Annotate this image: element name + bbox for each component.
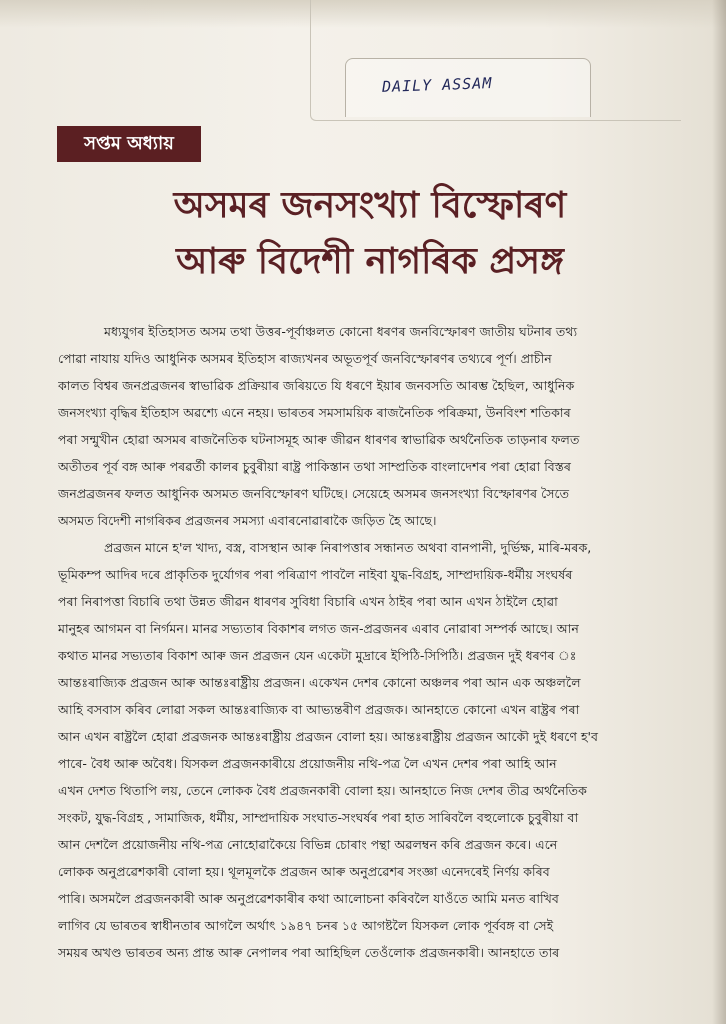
- text-line: লোকক অনুপ্ৰৱেশকাৰী বোলা হয়। থূলমূলকৈ প্ৰব্ৰজন আৰু অনুপ্ৰৱেশৰ সংজ্ঞা এনেদৰেই নিৰ্ণয় কৰিব: [58, 864, 550, 879]
- text-line: পাৰি। অসমলৈ প্ৰব্ৰজনকাৰী আৰু অনুপ্ৰৱেশকাৰীৰ কথা আলোচনা কৰিবলৈ যাওঁতে আমি মনত ৰাখিব: [58, 891, 559, 906]
- text-line: মধ্যযুগৰ ইতিহাসত অসম তথা উত্তৰ-পূৰ্বাঞ্চলত কোনো ধৰণৰ জনবিস্ফোৰণ জাতীয় ঘটনাৰ তথ্য: [104, 324, 578, 339]
- text-line: সংকট, যুদ্ধ-বিগ্ৰহ , সামাজিক, ধৰ্মীয়, সাম্প্ৰদায়িক সংঘাত-সংঘৰ্ষৰ পৰা হাত সাৰিবলৈ বহুলোকে চুবুৰীয়া বা: [58, 810, 579, 825]
- text-line: এখন দেশত থিতাপি লয়, তেনে লোকক বৈধ প্ৰব্ৰজনকাৰী বোলা হয়। আনহাতে নিজ দেশৰ তীব্ৰ অৰ্থনৈতিক: [58, 783, 587, 798]
- text-line: পৰা সন্মুখীন হোৱা অসমৰ ৰাজনৈতিক ঘটনাসমূহ আৰু জীৱন ধাৰণৰ স্বাভাৱিক অৰ্থনৈতিক তাড়নাৰ ফলত: [58, 432, 580, 447]
- text-line: আহি বসবাস কৰিব লোৱা সকল আন্তঃৰাজ্যিক বা আভ্যন্তৰীণ প্ৰব্ৰজক। আনহাতে কোনো এখন ৰাষ্ট্ৰৰ পৰা: [58, 702, 580, 717]
- body-text: [58, 318, 708, 966]
- stamp-text: DAILY ASSAM: [381, 74, 493, 96]
- text-line: পাৰে- বৈধ আৰু অবৈধ। যিসকল প্ৰব্ৰজনকাৰীয়ে প্ৰয়োজনীয় নথি-পত্ৰ লৈ এখন দেশৰ পৰা আহি আন: [58, 756, 557, 771]
- page-title: [80, 178, 660, 290]
- text-line: ভূমিকম্প আদিৰ দৰে প্ৰাকৃতিক দুৰ্যোগৰ পৰা পৰিত্ৰাণ পাবলৈ নাইবা যুদ্ধ-বিগ্ৰহ, সাম্প্ৰদায়িক-ধৰ্মীয় সংঘৰ্ষৰ: [58, 567, 573, 582]
- text-line: আন দেশলৈ প্ৰয়োজনীয় নথি-পত্ৰ নোহোৱাকৈয়ে বিভিন্ন চোৰাং পন্থা অৱলম্বন কৰি প্ৰব্ৰজন কৰে। এনে: [58, 837, 558, 852]
- text-line: লাগিব যে ভাৰতৰ স্বাধীনতাৰ আগলৈ অৰ্থাৎ ১৯৪৭ চনৰ ১৫ আগষ্টলৈ যিসকল লোক পূৰ্ববঙ্গ বা সেই: [58, 918, 554, 933]
- binding-shadow: [712, 0, 726, 1024]
- text-line: জনপ্ৰব্ৰজনৰ ফলত আধুনিক অসমত জনবিস্ফোৰণ ঘটিছে। সেয়েহে অসমৰ জনসংখ্যা বিস্ফোৰণৰ সৈতে: [58, 486, 570, 501]
- text-line: আন এখন ৰাষ্ট্ৰলৈ হোৱা প্ৰব্ৰজনক আন্তঃৰাষ্ট্ৰীয় প্ৰব্ৰজন বোলা হয়। আন্তঃৰাষ্ট্ৰীয় প্ৰব্ৰজন আকৌ দুই ধৰণে হ'ব: [58, 729, 599, 744]
- text-line: জনসংখ্যা বৃদ্ধিৰ ইতিহাস অৱশ্যে এনে নহয়। ভাৰতৰ সমসাময়িক ৰাজনৈতিক পৰিক্ৰমা, উনবিংশ শতিকাৰ: [58, 405, 571, 420]
- text-line: সময়ৰ অখণ্ড ভাৰতৰ অন্য প্ৰান্ত আৰু নেপালৰ পৰা আহিছিল তেওঁলোক প্ৰব্ৰজনকাৰী। আনহাতে তাৰ: [58, 945, 560, 960]
- text-line: আন্তঃৰাজ্যিক প্ৰব্ৰজন আৰু আন্তঃৰাষ্ট্ৰীয় প্ৰব্ৰজন। একেখন দেশৰ কোনো অঞ্চলৰ পৰা আন এক অঞ্চললৈ: [58, 675, 581, 690]
- text-line: অতীতৰ পূৰ্ব বঙ্গ আৰু পৰৱৰ্তী কালৰ চুবুৰীয়া ৰাষ্ট্ৰ পাকিস্তান তথা সাম্প্ৰতিক বাংলাদেশৰ পৰা হোৱা বিস্তৰ: [58, 459, 571, 474]
- chapter-label: সপ্তম অধ্যায়: [57, 126, 201, 162]
- title-line-2: আৰু বিদেশী নাগৰিক প্ৰসঙ্গ: [176, 241, 564, 282]
- title-line-1: অসমৰ জনসংখ্যা বিস্ফোৰণ: [173, 185, 567, 226]
- text-line: মানুহৰ আগমন বা নিৰ্গমন। মানৱ সভ্যতাৰ বিকাশৰ লগত জন-প্ৰব্ৰজনৰ এৰাব নোৱাৰা সম্পৰ্ক আছে। আন: [58, 621, 579, 636]
- text-line: পোৱা নাযায় যদিও আধুনিক অসমৰ ইতিহাস ৰাজ্যখনৰ অভূতপূৰ্ব জনবিস্ফোৰণৰ তথ্যৰে পূৰ্ণ। প্ৰাচীন: [58, 351, 552, 366]
- text-line: পৰা নিৰাপত্তা বিচাৰি তথা উন্নত জীৱন ধাৰণৰ সুবিধা বিচাৰি এখন ঠাইৰ পৰা আন এখন ঠাইলৈ হোৱা: [58, 594, 558, 609]
- text-line: কথাত মানৱ সভ্যতাৰ বিকাশ আৰু জন প্ৰব্ৰজন যেন একেটা মুদ্ৰাৰে ইপিঠি-সিপিঠি। প্ৰব্ৰজন দুই ধৰণৰ ঃ: [58, 648, 577, 663]
- text-line: প্ৰব্ৰজন মানে হ'ল খাদ্য, বস্ত্ৰ, বাসস্থান আৰু নিৰাপত্তাৰ সন্ধানত অথবা বানপানী, দুৰ্ভিক্ষ, মাৰি-মৰক,: [104, 540, 592, 555]
- text-line: কালত বিশ্বৰ জনপ্ৰব্ৰজনৰ স্বাভাৱিক প্ৰক্ৰিয়াৰ জৰিয়তে যি ধৰণে ইয়াৰ জনবসতি আৰম্ভ হৈছিল, আধুনিক: [58, 378, 575, 393]
- text-line: অসমত বিদেশী নাগৰিকৰ প্ৰব্ৰজনৰ সমস্যা এবাৰনোৱাৰাকৈ জড়িত হৈ আছে।: [58, 513, 437, 528]
